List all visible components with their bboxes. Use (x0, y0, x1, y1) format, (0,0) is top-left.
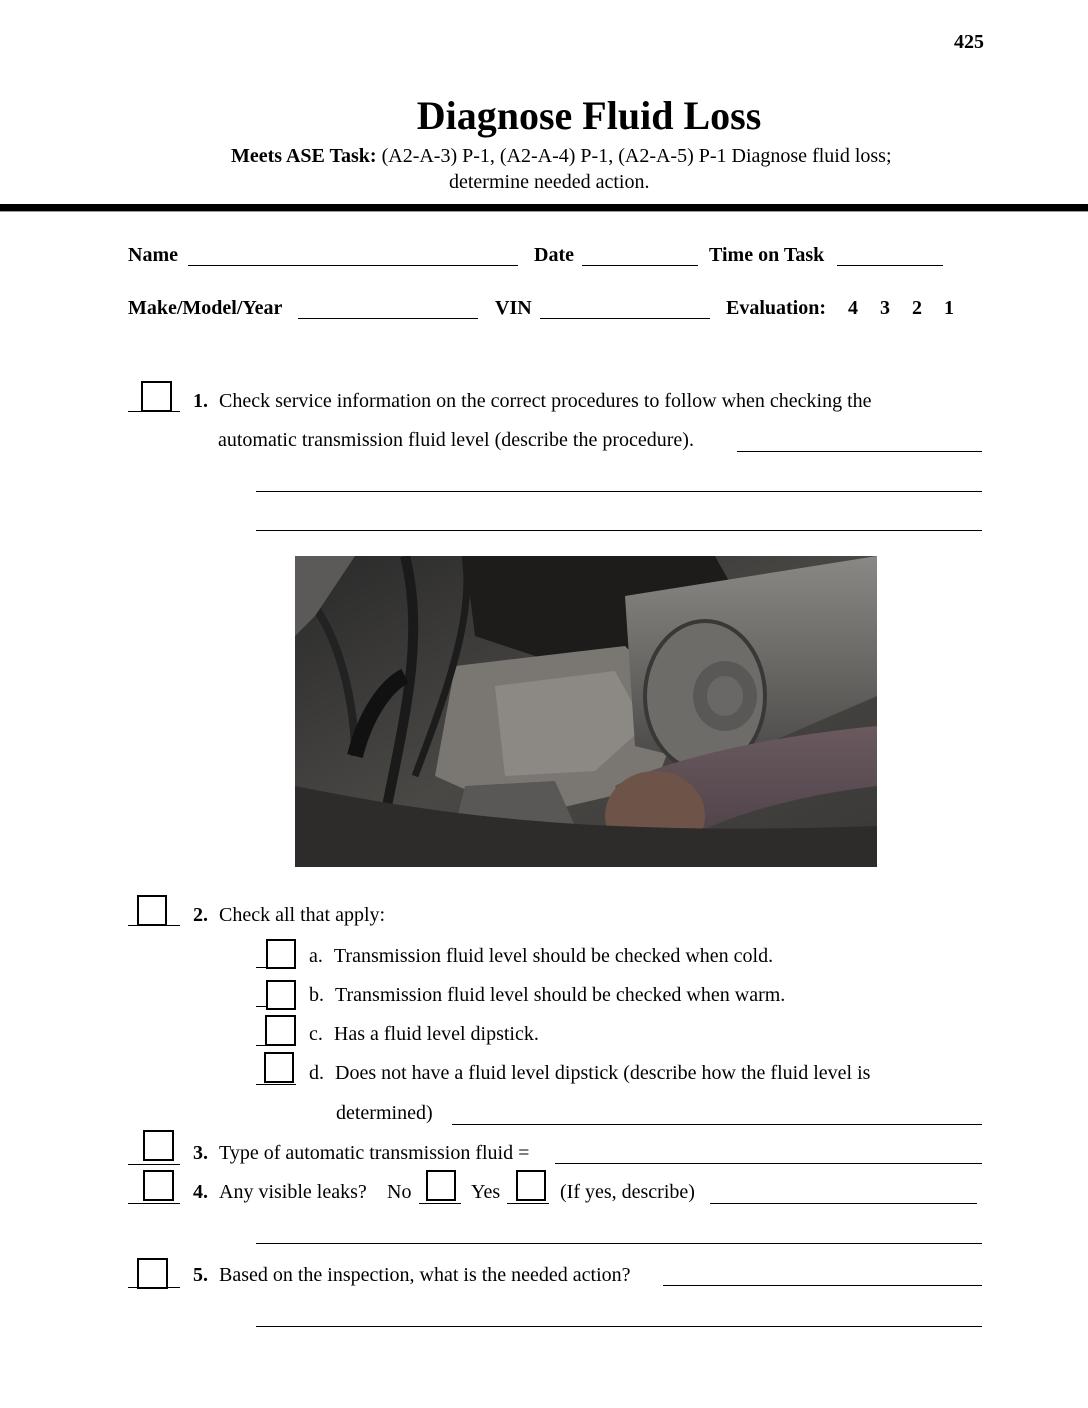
q4-no-label: No (387, 1181, 412, 1203)
q2d-letter: d. (309, 1062, 324, 1084)
ase-task-label: Meets ASE Task: (231, 145, 377, 167)
q5-number: 5. (193, 1264, 208, 1286)
q2c-letter: c. (309, 1023, 323, 1045)
q2-checkbox[interactable] (137, 895, 167, 926)
q2a-option (309, 945, 773, 968)
q3-number: 3. (193, 1142, 208, 1164)
q2b-letter: b. (309, 984, 324, 1006)
q2c-checkbox[interactable] (265, 1015, 296, 1046)
q5-checkbox[interactable] (137, 1258, 168, 1289)
q3-text: Type of automatic transmission fluid = (219, 1142, 530, 1164)
ase-task-line (231, 143, 991, 195)
evaluation-score-1[interactable]: 1 (944, 297, 954, 319)
q2b-checkbox[interactable] (266, 980, 296, 1010)
q4-text: Any visible leaks? (219, 1181, 367, 1203)
q4-describe-line[interactable] (710, 1203, 977, 1204)
q3-score-line (128, 1164, 180, 1165)
q1-answer-line-3[interactable] (256, 530, 982, 531)
q4-describe-label: (If yes, describe) (560, 1181, 695, 1203)
q2d-text-line2: determined) (336, 1102, 433, 1124)
q2b-option (309, 984, 785, 1007)
q2d-score-line (256, 1084, 296, 1085)
evaluation-score-4[interactable]: 4 (848, 297, 858, 319)
q4-yes-checkbox[interactable] (516, 1170, 546, 1201)
q4-checkbox[interactable] (143, 1170, 174, 1201)
q2d-checkbox[interactable] (264, 1052, 294, 1083)
vin-label: VIN (495, 297, 532, 319)
q1-answer-line-2[interactable] (256, 491, 982, 492)
q4-no-line (419, 1203, 461, 1204)
name-label: Name (128, 244, 178, 266)
q4-yes-line (507, 1203, 549, 1204)
q2a-text: Transmission fluid level should be checked when cold. (333, 945, 774, 967)
q2b-text: Transmission fluid level should be checked when warm. (335, 984, 786, 1006)
q5-text: Based on the inspection, what is the needed action? (219, 1264, 631, 1286)
evaluation-label: Evaluation: (726, 297, 827, 319)
q2a-checkbox[interactable] (266, 939, 296, 969)
time-on-task-label: Time on Task (709, 244, 825, 266)
ase-task-text: (A2-A-3) P-1, (A2-A-4) P-1, (A2-A-5) P-1 Diagnose fluid loss; (381, 145, 892, 167)
time-on-task-field[interactable] (837, 265, 943, 266)
q2a-letter: a. (309, 945, 323, 967)
q2-line (193, 904, 385, 927)
q4-score-line (128, 1203, 180, 1204)
q1-line1 (193, 390, 872, 413)
header-divider (0, 204, 1088, 212)
ase-task-text-line2: determine needed action. (449, 171, 650, 193)
q1-line2: automatic transmission fluid level (describe the procedure). (218, 429, 694, 451)
q2c-text: Has a fluid level dipstick. (333, 1023, 539, 1045)
q4-answer-line-2[interactable] (256, 1243, 982, 1244)
q5-answer-line-1[interactable] (663, 1285, 982, 1286)
q1-text: Check service information on the correct procedures to follow when checking the (219, 390, 872, 412)
page-title: Diagnose Fluid Loss (416, 93, 762, 138)
q2c-option (309, 1023, 539, 1046)
q4-number: 4. (193, 1181, 208, 1203)
q4-yes-label: Yes (471, 1181, 501, 1203)
q5-answer-line-2[interactable] (256, 1326, 982, 1327)
q3-answer-line[interactable] (555, 1163, 982, 1164)
q5-line (193, 1264, 631, 1287)
q2d-option (309, 1062, 870, 1085)
date-field[interactable] (582, 265, 698, 266)
q1-number: 1. (193, 390, 208, 412)
q2d-text: Does not have a fluid level dipstick (describe how the fluid level is (335, 1062, 871, 1084)
q3-checkbox[interactable] (143, 1130, 174, 1161)
q2-text: Check all that apply: (219, 904, 386, 926)
transmission-photo (295, 556, 877, 867)
page-number: 425 (954, 31, 984, 53)
name-field[interactable] (188, 265, 518, 266)
q2d-answer-line[interactable] (452, 1124, 982, 1125)
evaluation-score-3[interactable]: 3 (880, 297, 890, 319)
date-label: Date (534, 244, 574, 266)
q3-line (193, 1142, 529, 1165)
q1-answer-line-1[interactable] (737, 451, 982, 452)
vin-field[interactable] (540, 318, 710, 319)
q1-checkbox[interactable] (141, 381, 172, 412)
q2-number: 2. (193, 904, 208, 926)
make-model-year-label: Make/Model/Year (128, 297, 283, 319)
q4-line (193, 1181, 367, 1204)
q4-no-checkbox[interactable] (426, 1170, 456, 1201)
make-model-year-field[interactable] (298, 318, 478, 319)
evaluation-score-2[interactable]: 2 (912, 297, 922, 319)
